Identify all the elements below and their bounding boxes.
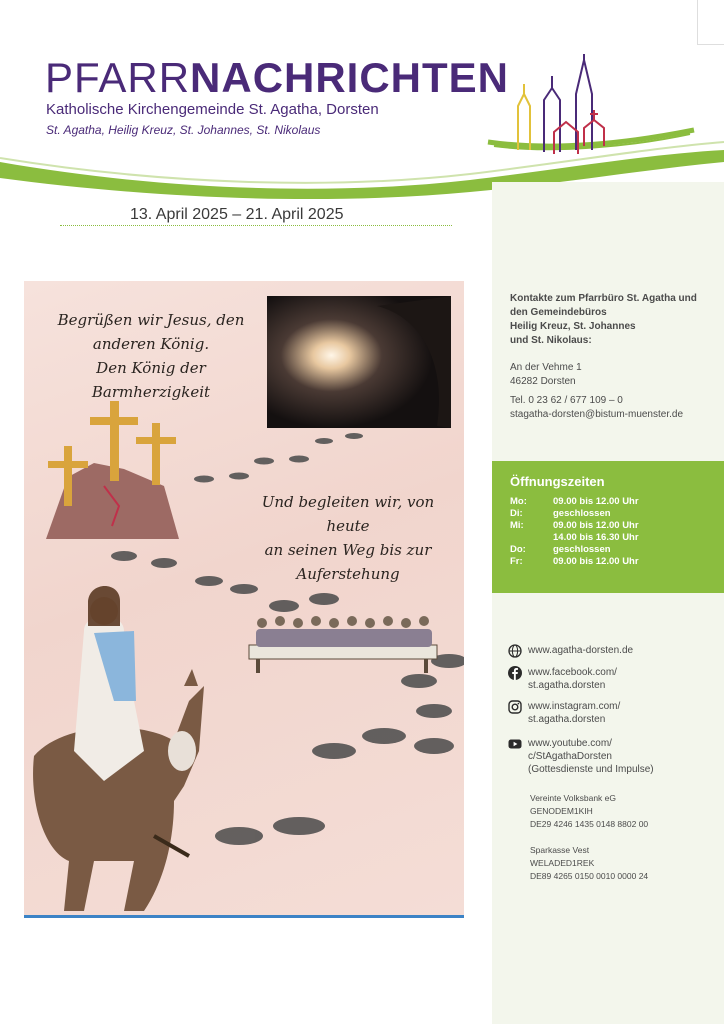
poster-line: Und begleiten wir, von heute — [261, 493, 435, 535]
hours-row — [510, 556, 710, 568]
instagram-url-line: st.agatha.dorsten — [528, 714, 606, 725]
poster-text-middle — [238, 490, 458, 586]
parish-list: St. Agatha, Heilig Kreuz, St. Johannes, St. Nikolaus — [46, 123, 321, 137]
bank-account — [530, 844, 720, 883]
website-link[interactable] — [508, 644, 718, 658]
bank-name: Sparkasse Vest — [530, 845, 590, 855]
youtube-icon — [508, 737, 522, 751]
hours-row — [510, 508, 710, 520]
globe-icon — [508, 644, 522, 658]
bank-account — [530, 792, 720, 831]
poster-line: Den König der — [96, 359, 206, 377]
poster-line: Begrüßen wir Jesus, den — [57, 311, 245, 329]
contacts-heading-line: den Gemeindebüros — [510, 307, 607, 318]
contact-street: An der Vehme 1 — [510, 362, 582, 373]
hours-time: 09.00 bis 12.00 Uhr — [553, 496, 639, 507]
hours-day: Fr: — [510, 556, 523, 567]
hours-row — [510, 520, 710, 532]
contacts-heading-line: Kontakte zum Pfarrbüro St. Agatha und — [510, 293, 697, 304]
website-url: www.agatha-dorsten.de — [528, 645, 634, 656]
contact-city: 46282 Dorsten — [510, 376, 576, 387]
hours-row — [510, 496, 710, 508]
parish-subtitle: Katholische Kirchengemeinde St. Agatha, Dorsten — [46, 101, 379, 118]
hours-day: Do: — [510, 544, 526, 555]
facebook-link[interactable] — [508, 666, 718, 692]
empty-tomb-photo — [267, 296, 451, 428]
opening-hours-table — [510, 496, 710, 568]
poster-line: an seinen Weg bis zur — [264, 541, 432, 559]
youtube-url-line: c/StAgathaDorsten — [528, 751, 612, 762]
facebook-icon — [508, 666, 522, 680]
contact-email[interactable]: stagatha-dorsten@bistum-muenster.de — [510, 409, 684, 420]
contacts-heading — [510, 292, 720, 348]
instagram-icon — [508, 700, 522, 714]
poster-bottom-rule — [24, 915, 464, 918]
contacts-address — [510, 361, 722, 422]
title-bold-part: NACHRICHTEN — [190, 54, 510, 101]
poster-line: Barmherzigkeit — [91, 383, 211, 401]
instagram-link[interactable] — [508, 700, 718, 726]
title-light-part: PFARR — [45, 54, 191, 101]
date-range: 13. April 2025 – 21. April 2025 — [130, 206, 344, 223]
bank-bic: GENODEM1KIH — [530, 806, 593, 816]
corner-mark — [697, 0, 724, 45]
hours-time: 14.00 bis 16.30 Uhr — [553, 532, 639, 543]
poster-line: anderen König. — [92, 335, 210, 353]
bank-name: Vereinte Volksbank eG — [530, 793, 617, 803]
contact-phone: Tel. 0 23 62 / 677 109 – 0 — [510, 395, 623, 406]
facebook-url-line: www.facebook.com/ — [528, 667, 617, 678]
bank-iban: DE89 4265 0150 0010 0000 24 — [530, 871, 649, 881]
hours-time: 09.00 bis 12.00 Uhr — [553, 556, 639, 567]
hours-row — [510, 532, 710, 544]
newsletter-title — [45, 56, 509, 100]
date-divider — [60, 225, 452, 226]
hours-time: geschlossen — [553, 544, 611, 555]
contacts-heading-line: und St. Nikolaus: — [510, 335, 592, 346]
facebook-url-line: st.agatha.dorsten — [528, 680, 606, 691]
hours-day — [510, 532, 553, 544]
youtube-url-line: (Gottesdienste und Impulse) — [528, 764, 654, 775]
poster-line: Auferstehung — [296, 565, 400, 583]
hours-row — [510, 544, 710, 556]
bank-bic: WELADED1REK — [530, 858, 595, 868]
contacts-heading-line: Heilig Kreuz, St. Johannes — [510, 321, 636, 332]
hours-day: Mi: — [510, 520, 524, 531]
hours-time: 09.00 bis 12.00 Uhr — [553, 520, 639, 531]
hours-day: Di: — [510, 508, 523, 519]
hours-day: Mo: — [510, 496, 527, 507]
bank-iban: DE29 4246 1435 0148 8802 00 — [530, 819, 649, 829]
opening-hours-title: Öffnungszeiten — [510, 474, 605, 489]
instagram-url-line: www.instagram.com/ — [528, 701, 621, 712]
poster-text-top — [56, 308, 246, 404]
youtube-url-line: www.youtube.com/ — [528, 738, 612, 749]
youtube-link[interactable] — [508, 737, 718, 776]
hours-time: geschlossen — [553, 508, 611, 519]
